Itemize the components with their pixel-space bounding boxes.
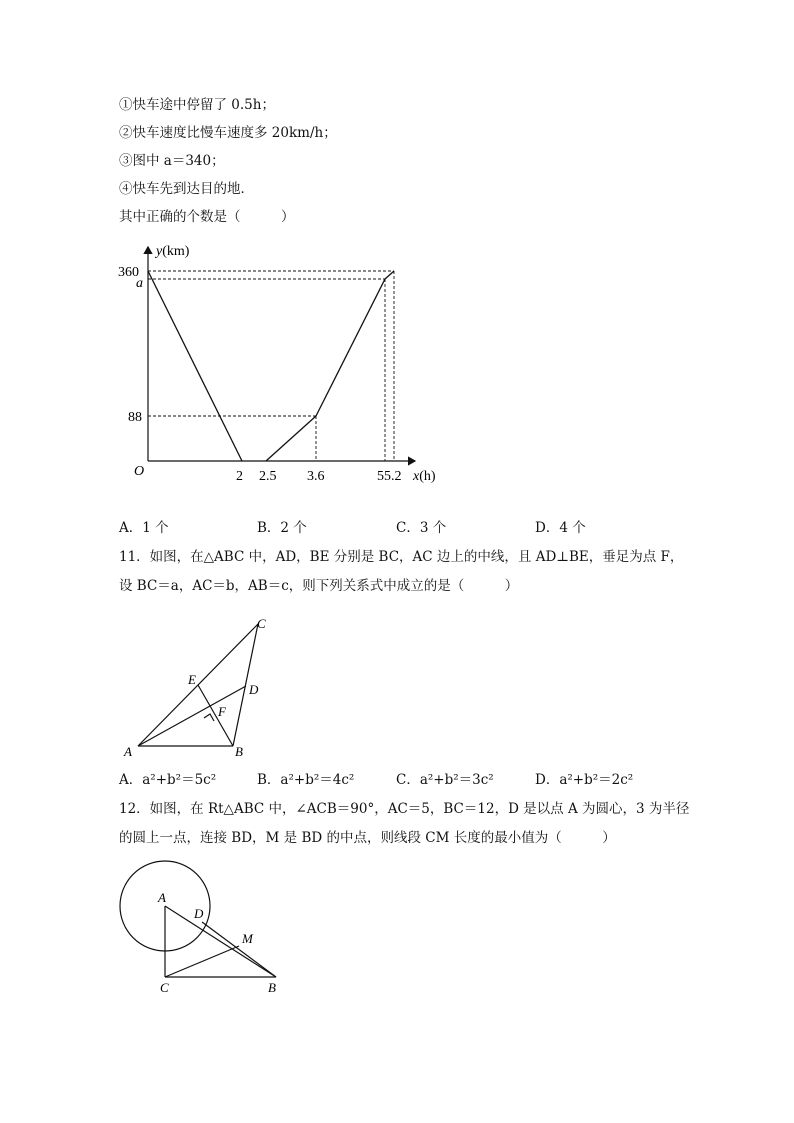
label-e: E — [188, 672, 196, 687]
x-tick-3.6: 3.6 — [307, 469, 325, 484]
x-tick-2.5: 2.5 — [259, 469, 277, 484]
q12-line-2: 的圆上一点，连接 BD，M 是 BD 的中点，则线段 CM 长度的最小值为（ ） — [119, 830, 616, 846]
statement-4: ④快车先到达目的地． — [119, 181, 254, 197]
label-a: A — [158, 890, 166, 905]
median-be — [198, 685, 233, 746]
distance-time-graph — [110, 235, 450, 490]
segment-bd — [202, 922, 276, 977]
label-m: M — [242, 931, 253, 946]
x-tick-2: 2 — [236, 469, 243, 484]
q11-option-a[interactable]: A．a²+b²＝5c² — [119, 772, 217, 788]
label-f: F — [218, 704, 226, 719]
segment-rise-3 — [385, 271, 394, 279]
label-a: A — [124, 744, 132, 759]
right-angle-mark — [204, 714, 214, 721]
statement-1: ①快车途中停留了 0.5h； — [119, 97, 275, 113]
label-b: B — [268, 980, 276, 995]
side-ab — [165, 906, 276, 977]
label-d: D — [194, 906, 204, 921]
q11-option-c[interactable]: C．a²+b²＝3c² — [396, 772, 494, 788]
segment-descending — [148, 271, 242, 461]
q12-line-1: 12．如图，在 Rt△ABC 中，∠ACB＝90°，AC＝5，BC＝12，D 是以点 A 为圆心，3 为半径 — [119, 801, 690, 817]
segment-rise-1 — [266, 416, 316, 461]
x-tick-55.2: 55.2 — [377, 469, 402, 484]
q11-option-b[interactable]: B．a²+b²＝4c² — [257, 772, 355, 788]
median-ad — [138, 686, 246, 746]
statement-3: ③图中 a＝340； — [119, 153, 225, 169]
segment-rise-2 — [316, 279, 385, 416]
q11-triangle-figure — [118, 610, 278, 760]
segment-cm — [165, 946, 239, 977]
q10-question: 其中正确的个数是（ ） — [119, 209, 295, 225]
y-axis-label: y(km) — [156, 244, 190, 259]
label-c: C — [160, 980, 169, 995]
q11-line-1: 11．如图，在△ABC 中，AD，BE 分别是 BC，AC 边上的中线，且 AD⊥BE，垂足为点 F， — [119, 549, 684, 565]
q12-circle-figure — [110, 858, 300, 998]
q10-option-b[interactable]: B．2 个 — [257, 520, 307, 536]
label-b: B — [235, 744, 243, 759]
y-tick-a: a — [136, 276, 143, 291]
origin-label: O — [134, 464, 145, 479]
y-tick-88: 88 — [128, 410, 142, 425]
y-tick-360: 360 — [118, 265, 139, 280]
q10-option-d[interactable]: D．4 个 — [535, 520, 586, 536]
x-axis-label: x(h) — [413, 469, 436, 484]
q11-option-d[interactable]: D．a²+b²＝2c² — [535, 772, 634, 788]
q10-option-c[interactable]: C．3 个 — [396, 520, 447, 536]
label-d: D — [249, 682, 259, 697]
q11-line-2: 设 BC＝a，AC＝b，AB＝c，则下列关系式中成立的是（ ） — [119, 578, 519, 594]
label-c: C — [257, 616, 266, 631]
q10-option-a[interactable]: A．1 个 — [119, 520, 169, 536]
statement-2: ②快车速度比慢车速度多 20km/h； — [119, 125, 337, 141]
